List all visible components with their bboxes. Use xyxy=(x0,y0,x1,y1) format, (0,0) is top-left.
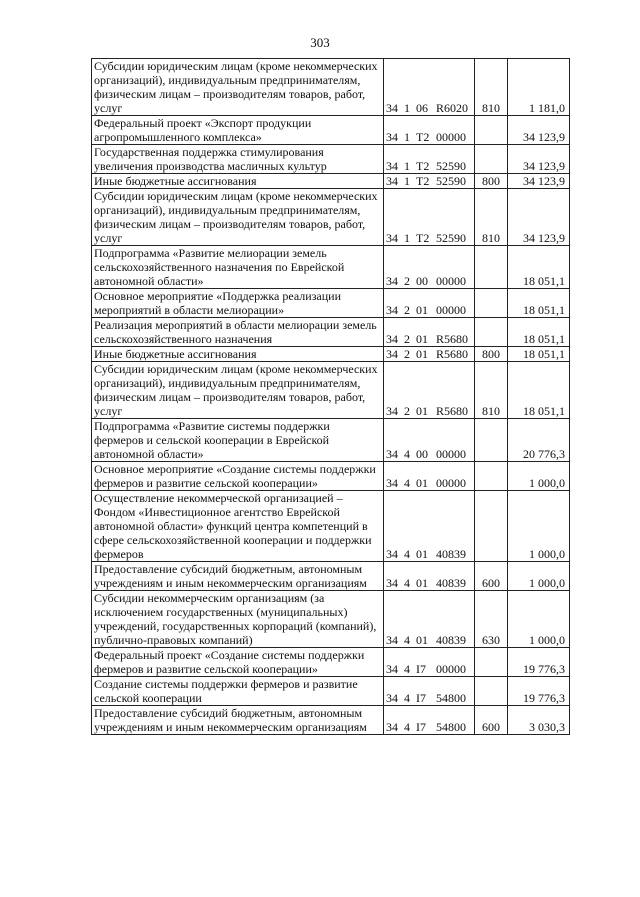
row-amount: 19 776,3 xyxy=(508,677,570,706)
row-amount: 18 051,1 xyxy=(508,362,570,419)
code-part: T2 xyxy=(416,231,430,245)
code-part: 00000 xyxy=(436,476,466,490)
table-row xyxy=(92,246,570,289)
row-amount: 3 030,3 xyxy=(508,706,570,735)
table-row xyxy=(92,648,570,677)
row-expense-type: 600 xyxy=(475,562,508,591)
row-code xyxy=(384,145,475,174)
code-part: 34 xyxy=(386,332,398,346)
code-part: 34 xyxy=(386,576,398,590)
code-part: 52590 xyxy=(436,159,466,173)
row-expense-type: 800 xyxy=(475,174,508,189)
row-expense-type xyxy=(475,462,508,491)
code-part: 2 xyxy=(404,303,410,317)
code-part: 01 xyxy=(416,547,428,561)
code-part: 06 xyxy=(416,101,428,115)
code-part: 4 xyxy=(404,720,410,734)
code-part: T2 xyxy=(416,174,430,188)
code-part: 1 xyxy=(404,101,410,115)
table-row xyxy=(92,189,570,246)
code-part: 34 xyxy=(386,720,398,734)
row-code xyxy=(384,189,475,246)
row-code xyxy=(384,362,475,419)
row-name: Осуществление некоммерческой организацией – Фондом «Инвестиционное агентство Еврейской автономной области» функций центра компетенций в сфере сельскохозяйственной кооперации и поддержки фермеров xyxy=(92,491,384,562)
code-part: 2 xyxy=(404,332,410,346)
code-part: 34 xyxy=(386,447,398,461)
code-part: R5680 xyxy=(436,332,469,346)
code-part: 01 xyxy=(416,476,428,490)
row-expense-type xyxy=(475,677,508,706)
table-row xyxy=(92,318,570,347)
code-part: I7 xyxy=(416,720,426,734)
code-part: 4 xyxy=(404,547,410,561)
table-row xyxy=(92,462,570,491)
row-name: Федеральный проект «Экспорт продукции агропромышленного комплекса» xyxy=(92,116,384,145)
row-name: Предоставление субсидий бюджетным, автономным учреждениям и иным некоммерческим организациям xyxy=(92,562,384,591)
row-expense-type: 800 xyxy=(475,347,508,362)
row-amount: 18 051,1 xyxy=(508,318,570,347)
row-code xyxy=(384,491,475,562)
code-part: 01 xyxy=(416,633,428,647)
row-code xyxy=(384,648,475,677)
code-part: 4 xyxy=(404,447,410,461)
row-amount: 1 000,0 xyxy=(508,491,570,562)
page-number: 303 xyxy=(310,35,330,50)
code-part: 52590 xyxy=(436,231,466,245)
row-expense-type xyxy=(475,246,508,289)
code-part: I7 xyxy=(416,662,426,676)
code-part: 34 xyxy=(386,231,398,245)
code-part: 34 xyxy=(386,101,398,115)
table-row xyxy=(92,347,570,362)
row-expense-type xyxy=(475,491,508,562)
row-code xyxy=(384,562,475,591)
code-part: 34 xyxy=(386,303,398,317)
code-part: R5680 xyxy=(436,404,469,418)
row-expense-type: 630 xyxy=(475,591,508,648)
code-part: 52590 xyxy=(436,174,466,188)
code-part: 1 xyxy=(404,231,410,245)
code-part: 00000 xyxy=(436,274,466,288)
code-part: T2 xyxy=(416,130,430,144)
row-name: Иные бюджетные ассигнования xyxy=(92,174,384,189)
code-part: 2 xyxy=(404,347,410,361)
row-name: Основное мероприятие «Создание системы поддержки фермеров и развитие сельской кооперации» xyxy=(92,462,384,491)
row-name: Субсидии юридическим лицам (кроме некоммерческих организаций), индивидуальным предпринимателям, физическим лицам – производителям товаров, работ, услуг xyxy=(92,189,384,246)
code-part: 34 xyxy=(386,404,398,418)
table-row xyxy=(92,59,570,116)
row-name: Субсидии юридическим лицам (кроме некоммерческих организаций), индивидуальным предпринимателям, физическим лицам – производителям товаров, работ, услуг xyxy=(92,59,384,116)
row-amount: 1 000,0 xyxy=(508,562,570,591)
code-part: I7 xyxy=(416,691,426,705)
code-part: 00000 xyxy=(436,303,466,317)
row-code xyxy=(384,246,475,289)
table-row xyxy=(92,419,570,462)
row-expense-type xyxy=(475,318,508,347)
code-part: 34 xyxy=(386,662,398,676)
row-name: Иные бюджетные ассигнования xyxy=(92,347,384,362)
table-row xyxy=(92,116,570,145)
row-expense-type xyxy=(475,289,508,318)
code-part: 34 xyxy=(386,130,398,144)
code-part: 4 xyxy=(404,691,410,705)
code-part: 2 xyxy=(404,274,410,288)
row-expense-type xyxy=(475,648,508,677)
row-code xyxy=(384,174,475,189)
code-part: 34 xyxy=(386,547,398,561)
row-name: Государственная поддержка стимулирования увеличения производства масличных культур xyxy=(92,145,384,174)
budget-table xyxy=(91,58,570,735)
row-code xyxy=(384,677,475,706)
row-code xyxy=(384,116,475,145)
row-amount: 34 123,9 xyxy=(508,174,570,189)
row-code xyxy=(384,419,475,462)
code-part: 34 xyxy=(386,174,398,188)
table-row xyxy=(92,491,570,562)
row-code xyxy=(384,318,475,347)
row-name: Федеральный проект «Создание системы поддержки фермеров и развитие сельской кооперации» xyxy=(92,648,384,677)
row-amount: 34 123,9 xyxy=(508,116,570,145)
code-part: 54800 xyxy=(436,720,466,734)
table-row xyxy=(92,145,570,174)
row-amount: 1 181,0 xyxy=(508,59,570,116)
code-part: 00000 xyxy=(436,130,466,144)
code-part: 01 xyxy=(416,347,428,361)
code-part: R5680 xyxy=(436,347,469,361)
row-amount: 19 776,3 xyxy=(508,648,570,677)
code-part: 34 xyxy=(386,633,398,647)
table-row xyxy=(92,677,570,706)
code-part: 40839 xyxy=(436,633,466,647)
table-row xyxy=(92,706,570,735)
row-name: Субсидии юридическим лицам (кроме некоммерческих организаций), индивидуальным предпринимателям, физическим лицам – производителям товаров, работ, услуг xyxy=(92,362,384,419)
row-name: Субсидии некоммерческим организациям (за исключением государственных (муниципальных) учреждений, государственных корпораций (компаний), публично-правовых компаний) xyxy=(92,591,384,648)
code-part: 00000 xyxy=(436,662,466,676)
code-part: 1 xyxy=(404,130,410,144)
code-part: 01 xyxy=(416,404,428,418)
row-name: Предоставление субсидий бюджетным, автономным учреждениям и иным некоммерческим организациям xyxy=(92,706,384,735)
row-code xyxy=(384,347,475,362)
code-part: 2 xyxy=(404,404,410,418)
code-part: 1 xyxy=(404,159,410,173)
row-expense-type: 810 xyxy=(475,362,508,419)
code-part: 01 xyxy=(416,576,428,590)
table-row xyxy=(92,591,570,648)
code-part: 4 xyxy=(404,633,410,647)
code-part: 00000 xyxy=(436,447,466,461)
code-part: 1 xyxy=(404,174,410,188)
row-name: Реализация мероприятий в области мелиорации земель сельскохозяйственного назначения xyxy=(92,318,384,347)
row-amount: 20 776,3 xyxy=(508,419,570,462)
row-name: Основное мероприятие «Поддержка реализации мероприятий в области мелиорации» xyxy=(92,289,384,318)
row-amount: 1 000,0 xyxy=(508,591,570,648)
code-part: 34 xyxy=(386,274,398,288)
row-name: Создание системы поддержки фермеров и развитие сельской кооперации xyxy=(92,677,384,706)
table-row xyxy=(92,562,570,591)
row-amount: 18 051,1 xyxy=(508,289,570,318)
code-part: 40839 xyxy=(436,547,466,561)
code-part: 34 xyxy=(386,159,398,173)
row-code xyxy=(384,289,475,318)
table-row xyxy=(92,362,570,419)
row-expense-type: 810 xyxy=(475,189,508,246)
code-part: 54800 xyxy=(436,691,466,705)
code-part: 00 xyxy=(416,274,428,288)
table-row xyxy=(92,174,570,189)
row-expense-type: 810 xyxy=(475,59,508,116)
row-amount: 34 123,9 xyxy=(508,145,570,174)
row-expense-type xyxy=(475,116,508,145)
row-expense-type: 600 xyxy=(475,706,508,735)
code-part: 34 xyxy=(386,347,398,361)
row-name: Подпрограмма «Развитие системы поддержки фермеров и сельской кооперации в Еврейской автономной области» xyxy=(92,419,384,462)
code-part: T2 xyxy=(416,159,430,173)
code-part: 01 xyxy=(416,332,428,346)
code-part: 4 xyxy=(404,576,410,590)
code-part: 34 xyxy=(386,476,398,490)
table-row xyxy=(92,289,570,318)
code-part: 4 xyxy=(404,662,410,676)
code-part: 4 xyxy=(404,476,410,490)
row-code xyxy=(384,591,475,648)
code-part: 34 xyxy=(386,691,398,705)
code-part: 00 xyxy=(416,447,428,461)
row-code xyxy=(384,59,475,116)
row-amount: 1 000,0 xyxy=(508,462,570,491)
row-expense-type xyxy=(475,145,508,174)
row-code xyxy=(384,706,475,735)
row-expense-type xyxy=(475,419,508,462)
table-body xyxy=(92,59,570,735)
code-part: 01 xyxy=(416,303,428,317)
row-amount: 18 051,1 xyxy=(508,246,570,289)
row-name: Подпрограмма «Развитие мелиорации земель сельскохозяйственного назначения по Еврейской автономной области» xyxy=(92,246,384,289)
code-part: R6020 xyxy=(436,101,469,115)
code-part: 40839 xyxy=(436,576,466,590)
row-amount: 34 123,9 xyxy=(508,189,570,246)
row-code xyxy=(384,462,475,491)
row-amount: 18 051,1 xyxy=(508,347,570,362)
